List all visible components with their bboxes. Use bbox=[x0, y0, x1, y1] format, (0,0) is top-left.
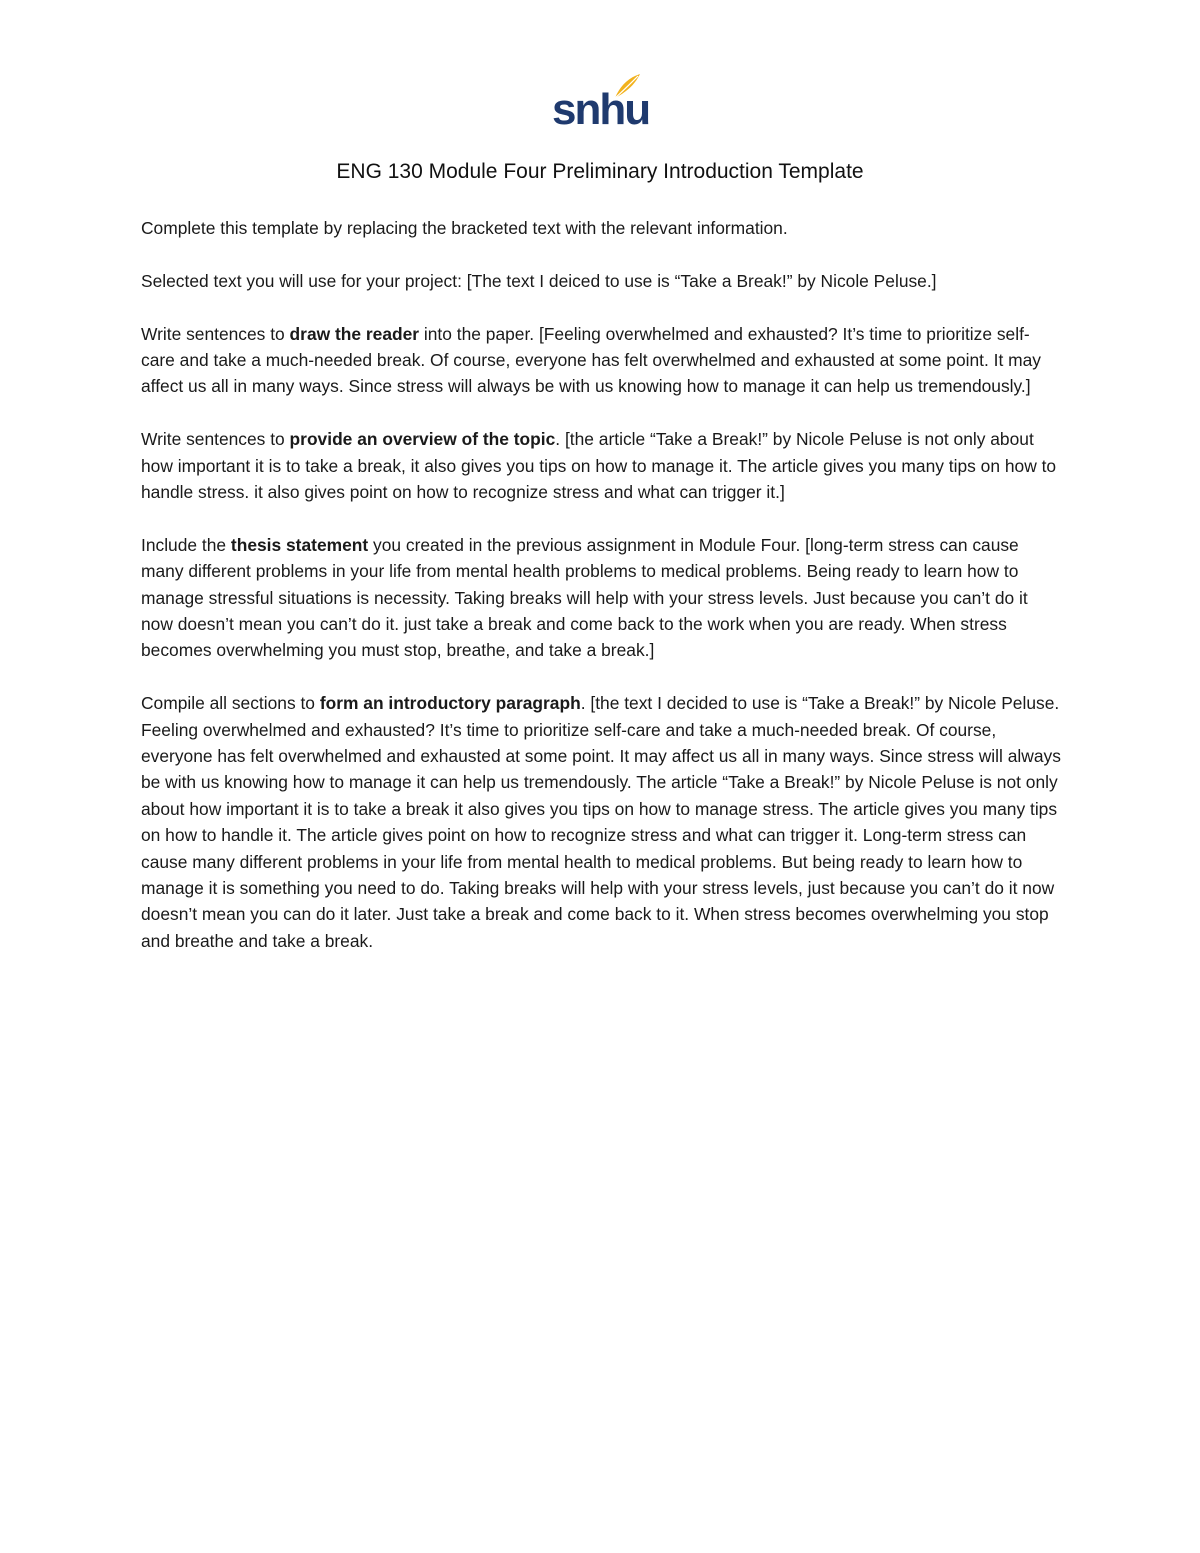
section-overview bbox=[141, 426, 1061, 505]
section-prompt: Compile all sections to bbox=[141, 693, 320, 714]
section-response[interactable]: [long-term stress can cause many different problems in your life from mental health problems to medical problems. Being ready to learn how to manage stressful situations is necessity. Taking breaks will help with your stress levels. Just because you can’t do it now doesn’t mean you can’t do it. just take a break and come back to the work when you are ready. When stress becomes overwhelming you must stop, breathe, and take a break.] bbox=[141, 534, 1033, 661]
section-prompt-bold: draw the reader bbox=[289, 323, 420, 344]
page-title: ENG 130 Module Four Preliminary Introduction Template bbox=[336, 160, 864, 183]
section-prompt-bold: form an introductory paragraph bbox=[319, 693, 581, 714]
section-draw-reader bbox=[141, 321, 1061, 400]
logo-wordmark: snhu bbox=[552, 85, 650, 134]
section-prompt: you created in the previous assignment in Module Four. bbox=[368, 534, 806, 555]
snhu-logo bbox=[552, 72, 648, 134]
section-prompt: Write sentences to bbox=[141, 323, 290, 344]
section-prompt: Include the bbox=[141, 534, 231, 555]
section-introductory-paragraph bbox=[141, 690, 1066, 954]
section-prompt: into the paper. bbox=[419, 323, 539, 344]
section-response[interactable]: [the text I decided to use is “Take a Break!” by Nicole Peluse. Feeling overwhelmed and exhausted? It’s time to prioritize self-care and take a much-needed break. Of course, everyone has felt overwhelmed and exhausted at some point. It may affect us all in many ways. Since stress will always be with us knowing how to manage it can help us tremendously. The article “Take a Break!” by Nicole Peluse is not only about how important it is to take a break it also gives you tips on how to manage stress. The article gives you many tips on how to handle it. The article gives point on how to recognize stress and what can trigger it. Long-term stress can cause many different problems in your life from mental health to medical problems. But being ready to learn how to manage it is something you need to do. Taking breaks will help with your stress levels, just because you can’t do it now doesn’t mean you can do it later. Just take a break and come back to it. When stress becomes overwhelming you stop and breathe and take a break. bbox=[141, 693, 1066, 951]
section-prompt: Selected text you will use for your project: bbox=[141, 270, 467, 291]
section-prompt-bold: thesis statement bbox=[230, 534, 369, 555]
section-response[interactable]: [The text I deiced to use is “Take a Break!” by Nicole Peluse.] bbox=[466, 270, 937, 291]
section-prompt: Write sentences to bbox=[141, 429, 290, 450]
instructions-text: Complete this template by replacing the bracketed text with the relevant information. bbox=[141, 218, 788, 238]
section-prompt-bold: provide an overview of the topic bbox=[289, 429, 556, 450]
section-response[interactable]: [the article “Take a Break!” by Nicole Peluse is not only about how important it is to take a break, it also gives you tips on how to manage it. The article gives you many tips on how to handle stress. it also gives point on how to recognize stress and what can trigger it.] bbox=[141, 429, 1061, 503]
section-thesis bbox=[141, 532, 1061, 664]
section-prompt: . bbox=[580, 693, 591, 714]
section-selected-text bbox=[141, 268, 1061, 294]
section-prompt: . bbox=[555, 429, 565, 450]
section-response[interactable]: [Feeling overwhelmed and exhausted? It’s time to prioritize self-care and take a much-needed break. Of course, everyone has felt overwhelmed and exhausted at some point. It may affect us all in many ways. Since stress will always be with us knowing how to manage it can help us tremendously.] bbox=[141, 323, 1046, 397]
document-body bbox=[141, 215, 1066, 981]
